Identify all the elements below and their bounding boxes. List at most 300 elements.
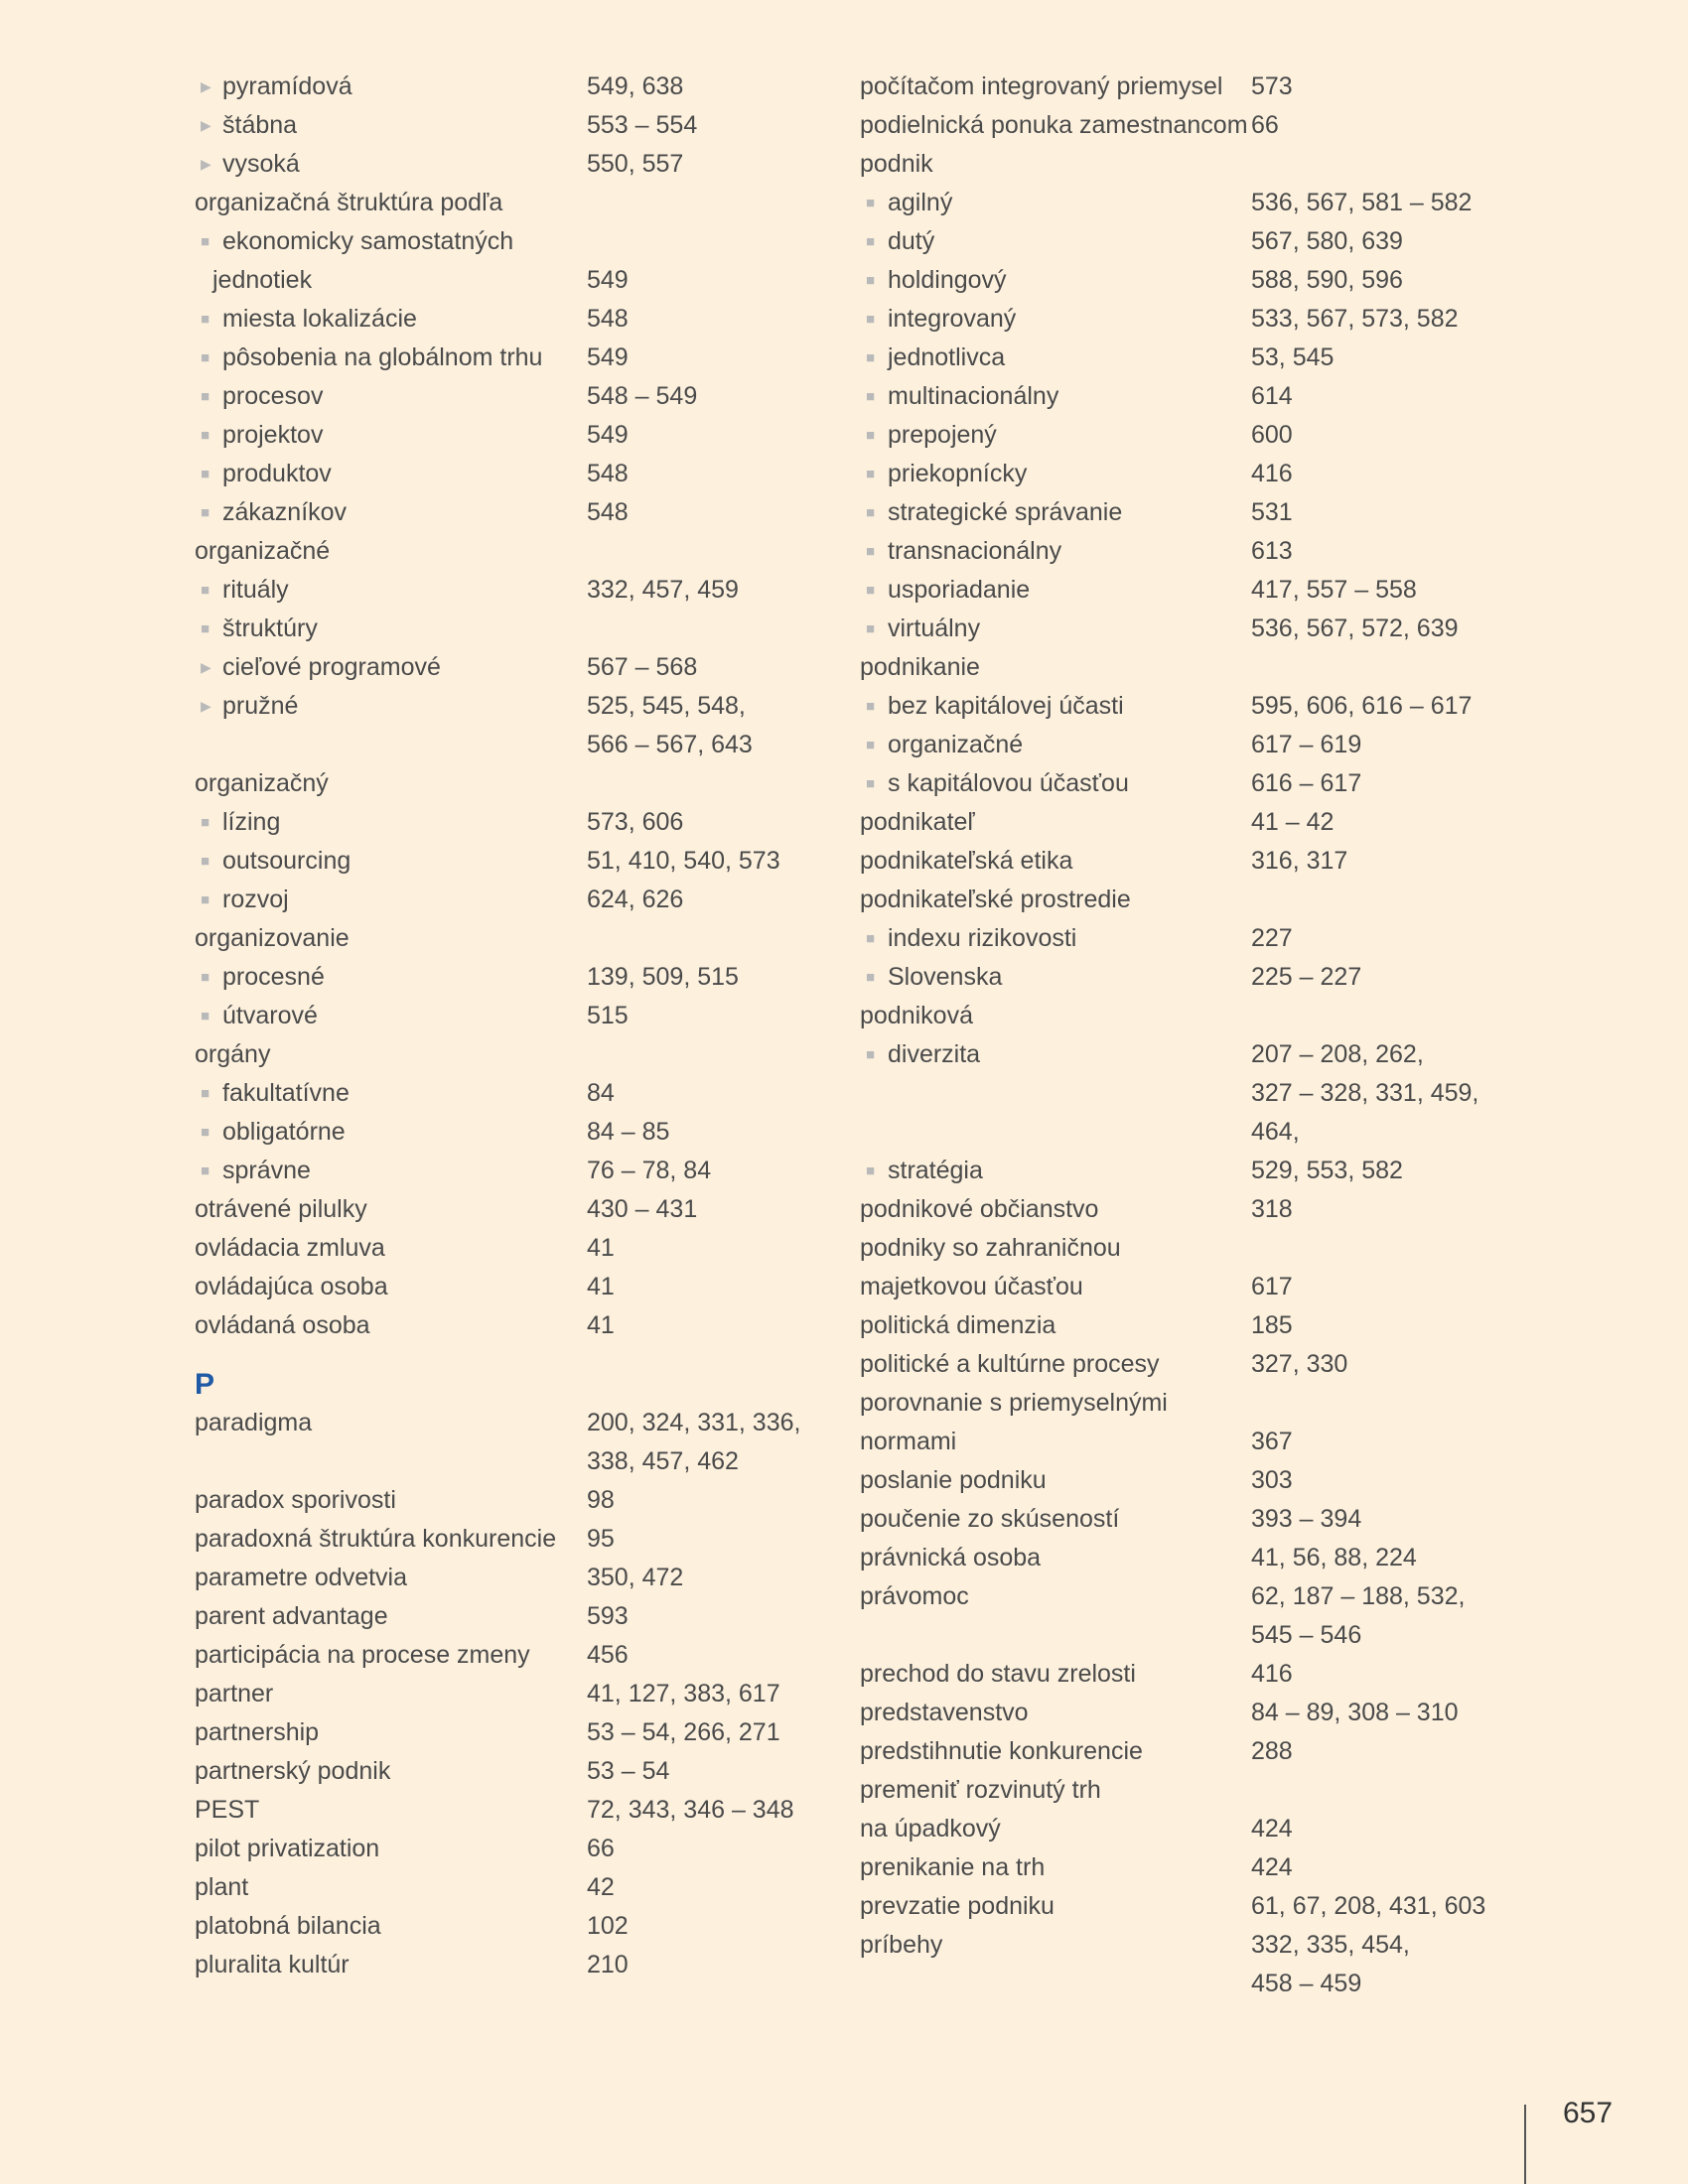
index-term xyxy=(866,416,997,456)
index-entry xyxy=(195,377,810,416)
square-bullet-icon xyxy=(866,1035,888,1075)
index-page-refs: 367 xyxy=(1251,1428,1293,1455)
index-term xyxy=(860,1384,1168,1423)
index-term xyxy=(201,339,542,378)
index-term-text: pyramídová xyxy=(222,72,352,100)
index-term xyxy=(866,493,1122,533)
index-term-text: bez kapitálovej účasti xyxy=(888,692,1124,720)
index-term xyxy=(860,881,1131,919)
index-term xyxy=(860,1500,1119,1539)
index-term xyxy=(201,68,352,107)
index-term-text: podnikanie xyxy=(860,653,980,681)
index-entry xyxy=(195,184,810,222)
index-entry xyxy=(195,1597,810,1636)
index-entry xyxy=(860,339,1495,377)
index-term-text: miesta lokalizácie xyxy=(222,305,417,333)
index-entry xyxy=(195,1868,810,1907)
index-term-text: cieľové programové xyxy=(222,653,441,681)
index-term xyxy=(201,145,300,185)
index-term-text: obligatórne xyxy=(222,1118,346,1146)
index-page-refs: 529, 553, 582 xyxy=(1251,1157,1403,1184)
index-page-refs: 66 xyxy=(1251,111,1279,139)
index-term xyxy=(195,1946,350,1984)
index-term-text: podniky so zahraničnou xyxy=(860,1234,1121,1262)
index-entry xyxy=(860,1539,1495,1577)
index-term xyxy=(866,222,934,262)
index-term xyxy=(866,958,1002,998)
index-entry xyxy=(195,416,810,455)
index-term-text: paradox sporivosti xyxy=(195,1486,396,1514)
index-term xyxy=(860,1577,969,1616)
index-entry xyxy=(195,145,810,184)
index-page-refs: 41 xyxy=(587,1234,615,1262)
index-page-refs: 41, 127, 383, 617 xyxy=(587,1680,780,1707)
index-entry xyxy=(195,1675,810,1713)
index-term-text: organizovanie xyxy=(195,924,350,952)
index-page-refs: 548 xyxy=(587,498,629,526)
index-page-refs: 456 xyxy=(587,1641,629,1669)
index-term-text: parametre odvetvia xyxy=(195,1564,408,1591)
index-term-text: transnacionálny xyxy=(888,537,1062,565)
index-entry xyxy=(195,610,810,648)
index-entry xyxy=(860,1732,1495,1771)
index-term-text: politická dimenzia xyxy=(860,1311,1056,1339)
index-term-text: dutý xyxy=(888,227,935,255)
index-term xyxy=(860,68,1222,106)
index-term-text: partnerský podnik xyxy=(195,1757,391,1785)
index-term xyxy=(860,1461,1047,1500)
index-term xyxy=(201,610,318,649)
index-term xyxy=(866,1035,980,1075)
index-entry xyxy=(195,1481,810,1520)
index-term xyxy=(195,1190,367,1229)
index-term xyxy=(195,1907,381,1946)
index-term xyxy=(860,1848,1045,1887)
triangle-bullet-icon xyxy=(201,648,222,688)
index-term-text: organizačný xyxy=(195,769,329,797)
index-term xyxy=(201,106,297,146)
index-page-refs: 613 xyxy=(1251,537,1293,565)
square-bullet-icon xyxy=(201,377,222,417)
index-entry xyxy=(195,958,810,997)
index-term-text: PEST xyxy=(195,1796,260,1824)
index-term-text: podnikové občianstvo xyxy=(860,1195,1099,1223)
index-term-text: partnership xyxy=(195,1718,320,1746)
index-term-text: usporiadanie xyxy=(888,576,1031,604)
index-term-text: štábna xyxy=(222,111,298,139)
index-page-refs: 288 xyxy=(1251,1737,1293,1765)
index-page-refs: 536, 567, 581 – 582 xyxy=(1251,189,1473,216)
index-page-refs: 53 – 54 xyxy=(587,1757,670,1785)
index-term-text: outsourcing xyxy=(222,847,352,875)
index-term xyxy=(201,881,289,920)
index-term xyxy=(860,1229,1121,1268)
index-entry xyxy=(860,1461,1495,1500)
index-entry xyxy=(860,997,1495,1035)
index-term xyxy=(860,145,933,184)
index-term-text: agilný xyxy=(888,189,953,216)
index-entry xyxy=(860,493,1495,532)
index-term-text: politické a kultúrne procesy xyxy=(860,1350,1160,1378)
index-term-text: plant xyxy=(195,1873,249,1901)
index-term-text: podnikateľská etika xyxy=(860,847,1073,875)
index-entry xyxy=(860,261,1495,300)
index-page-refs: 84 xyxy=(587,1079,615,1107)
square-bullet-icon xyxy=(866,958,888,998)
index-entry xyxy=(860,1616,1495,1655)
index-term-text: integrovaný xyxy=(888,305,1017,333)
index-term xyxy=(195,1597,388,1636)
index-entry xyxy=(195,1035,810,1074)
index-page-refs: 102 xyxy=(587,1912,629,1940)
index-entry xyxy=(860,1500,1495,1539)
index-entry xyxy=(195,493,810,532)
index-entry xyxy=(195,300,810,339)
index-entry xyxy=(195,571,810,610)
index-term xyxy=(860,1345,1160,1384)
index-term-text: parent advantage xyxy=(195,1602,388,1630)
index-page-refs: 573, 606 xyxy=(587,808,684,836)
index-term xyxy=(201,416,323,456)
index-term xyxy=(195,1559,407,1597)
square-bullet-icon xyxy=(866,726,888,765)
index-entry xyxy=(195,687,810,726)
index-term xyxy=(195,764,329,803)
index-entry xyxy=(860,1810,1495,1848)
index-term xyxy=(195,532,330,571)
index-entry xyxy=(195,1830,810,1868)
index-term xyxy=(866,184,952,223)
index-page-refs: 95 xyxy=(587,1525,615,1553)
square-bullet-icon xyxy=(201,571,222,611)
index-entry xyxy=(860,1268,1495,1306)
index-entry xyxy=(860,1035,1495,1074)
index-term-text: pôsobenia na globálnom trhu xyxy=(222,343,543,371)
index-term-text: právnická osoba xyxy=(860,1544,1042,1571)
index-page-refs: 185 xyxy=(1251,1311,1293,1339)
square-bullet-icon xyxy=(866,184,888,223)
index-term xyxy=(201,648,441,688)
index-term xyxy=(860,1810,1001,1848)
square-bullet-icon xyxy=(866,919,888,959)
index-entry xyxy=(860,145,1495,184)
index-entry xyxy=(195,339,810,377)
square-bullet-icon xyxy=(201,1152,222,1191)
square-bullet-icon xyxy=(201,803,222,843)
square-bullet-icon xyxy=(866,493,888,533)
index-term xyxy=(201,1113,346,1153)
index-term-text: jednotiek xyxy=(212,266,313,294)
index-entry xyxy=(860,1306,1495,1345)
index-page-refs: 61, 67, 208, 431, 603 xyxy=(1251,1892,1486,1920)
index-entry xyxy=(195,1442,810,1481)
index-page-refs: 550, 557 xyxy=(587,150,684,178)
index-page-refs: 593 xyxy=(587,1602,629,1630)
index-page-refs: 424 xyxy=(1251,1853,1293,1881)
index-entry xyxy=(195,1306,810,1345)
square-bullet-icon xyxy=(201,881,222,920)
index-entry xyxy=(860,68,1495,106)
index-term-text: fakultatívne xyxy=(222,1079,350,1107)
page-number: 657 xyxy=(1563,2097,1614,2129)
index-page-refs: 84 – 85 xyxy=(587,1118,670,1146)
index-term-text: pružné xyxy=(222,692,299,720)
index-term xyxy=(860,106,1248,145)
index-term-text: útvarové xyxy=(222,1002,318,1029)
index-term xyxy=(201,1152,311,1191)
index-entry xyxy=(860,958,1495,997)
index-term-text: podnik xyxy=(860,150,933,178)
index-page-refs: 567, 580, 639 xyxy=(1251,227,1403,255)
index-term xyxy=(201,455,332,494)
index-term xyxy=(195,1229,385,1268)
index-entry xyxy=(195,881,810,919)
index-entry xyxy=(860,881,1495,919)
index-entry xyxy=(195,1152,810,1190)
index-entry xyxy=(195,1752,810,1791)
index-page-refs: 548 – 549 xyxy=(587,382,698,410)
index-page-refs: 316, 317 xyxy=(1251,847,1348,875)
index-term-text: rituály xyxy=(222,576,289,604)
index-term-text: podnikateľské prostredie xyxy=(860,886,1131,913)
square-bullet-icon xyxy=(866,610,888,649)
index-entry xyxy=(195,1791,810,1830)
square-bullet-icon xyxy=(866,687,888,727)
page-number-rule xyxy=(1524,2105,1526,2184)
index-term-text: rozvoj xyxy=(222,886,289,913)
index-page-refs: 332, 457, 459 xyxy=(587,576,739,604)
index-term xyxy=(195,1035,270,1074)
index-page-refs: 51, 410, 540, 573 xyxy=(587,847,780,875)
index-entry xyxy=(195,803,810,842)
index-page-refs: 62, 187 – 188, 532, xyxy=(1251,1582,1466,1610)
index-term xyxy=(866,571,1030,611)
square-bullet-icon xyxy=(866,339,888,378)
index-term xyxy=(195,1481,396,1520)
index-term-text: prechod do stavu zrelosti xyxy=(860,1660,1136,1688)
index-page-refs: 617 – 619 xyxy=(1251,731,1362,758)
index-term-text: priekopnícky xyxy=(888,460,1028,487)
index-term-text: podielnická ponuka zamestnancom xyxy=(860,111,1248,139)
square-bullet-icon xyxy=(866,571,888,611)
index-term xyxy=(195,1306,370,1345)
index-term xyxy=(195,1675,273,1713)
index-term-text: platobná bilancia xyxy=(195,1912,381,1940)
index-entry xyxy=(860,416,1495,455)
index-entry xyxy=(860,1152,1495,1190)
index-page-refs: 41 – 42 xyxy=(1251,808,1335,836)
index-term xyxy=(866,726,1023,765)
index-term-text: prepojený xyxy=(888,421,997,449)
index-term xyxy=(866,455,1027,494)
square-bullet-icon xyxy=(201,222,222,262)
index-term-text: partner xyxy=(195,1680,274,1707)
square-bullet-icon xyxy=(201,1113,222,1153)
letter-heading: P xyxy=(195,1368,215,1401)
index-term xyxy=(195,1404,312,1442)
index-term-text: holdingový xyxy=(888,266,1007,294)
index-term-text: porovnanie s priemyselnými xyxy=(860,1389,1168,1417)
square-bullet-icon xyxy=(866,1152,888,1191)
index-entry xyxy=(195,1113,810,1152)
index-page-refs: 53, 545 xyxy=(1251,343,1335,371)
index-entry xyxy=(860,1771,1495,1810)
index-page-refs: 41 xyxy=(587,1311,615,1339)
square-bullet-icon xyxy=(201,842,222,882)
index-term-text: prenikanie na trh xyxy=(860,1853,1046,1881)
index-page-refs: 327, 330 xyxy=(1251,1350,1348,1378)
index-entry xyxy=(860,1965,1495,2003)
index-page-refs: 41 xyxy=(587,1273,615,1300)
index-term-text: zákazníkov xyxy=(222,498,348,526)
index-term-text: ovládacia zmluva xyxy=(195,1234,385,1262)
index-term-text: produktov xyxy=(222,460,332,487)
index-entry xyxy=(860,919,1495,958)
index-term-text: orgány xyxy=(195,1040,271,1068)
index-term xyxy=(860,997,973,1035)
square-bullet-icon xyxy=(201,339,222,378)
index-page-refs: 549, 638 xyxy=(587,72,684,100)
index-entry xyxy=(860,1926,1495,1965)
square-bullet-icon xyxy=(866,764,888,804)
index-entry xyxy=(860,1190,1495,1229)
index-entry xyxy=(195,842,810,881)
square-bullet-icon xyxy=(201,1074,222,1114)
index-term xyxy=(866,532,1061,572)
index-entry xyxy=(195,726,810,764)
index-entry xyxy=(195,648,810,687)
index-entry xyxy=(860,571,1495,610)
index-page-refs: 531 xyxy=(1251,498,1293,526)
index-term xyxy=(201,571,289,611)
index-term xyxy=(860,1694,1029,1732)
index-term-text: organizačné xyxy=(195,537,331,565)
index-entry xyxy=(195,68,810,106)
index-term xyxy=(195,1636,530,1675)
index-term-text: s kapitálovou účasťou xyxy=(888,769,1129,797)
index-entry xyxy=(860,1655,1495,1694)
index-term-text: paradigma xyxy=(195,1409,313,1436)
index-page-refs: 548 xyxy=(587,305,629,333)
index-page-refs: 424 xyxy=(1251,1815,1293,1843)
index-entry xyxy=(195,222,810,261)
triangle-bullet-icon xyxy=(201,68,222,107)
index-page-refs: 614 xyxy=(1251,382,1293,410)
index-term xyxy=(195,919,350,958)
index-entry xyxy=(860,532,1495,571)
index-page-refs: 303 xyxy=(1251,1466,1293,1494)
square-bullet-icon xyxy=(201,610,222,649)
index-entry xyxy=(195,1713,810,1752)
index-page-refs: 350, 472 xyxy=(587,1564,684,1591)
square-bullet-icon xyxy=(866,377,888,417)
index-term-text: poučenie zo skúseností xyxy=(860,1505,1120,1533)
index-page-refs: 338, 457, 462 xyxy=(587,1447,739,1475)
index-term-text: predstihnutie konkurencie xyxy=(860,1737,1143,1765)
index-term-text: majetkovou účasťou xyxy=(860,1273,1083,1300)
index-term xyxy=(212,261,312,300)
index-entry xyxy=(860,184,1495,222)
index-term xyxy=(866,764,1129,804)
index-entry xyxy=(195,106,810,145)
index-page-refs: 548 xyxy=(587,460,629,487)
index-term xyxy=(195,1830,379,1868)
index-term xyxy=(860,1190,1098,1229)
index-term xyxy=(201,958,325,998)
index-term-text: podniková xyxy=(860,1002,973,1029)
index-term-text: indexu rizikovosti xyxy=(888,924,1077,952)
index-term xyxy=(195,1713,319,1752)
index-entry xyxy=(860,1694,1495,1732)
index-entry xyxy=(860,300,1495,339)
index-page-refs: 332, 335, 454, xyxy=(1251,1931,1410,1959)
square-bullet-icon xyxy=(866,416,888,456)
index-term-text: jednotlivca xyxy=(888,343,1006,371)
index-term xyxy=(860,1268,1083,1306)
index-page-refs: 549 xyxy=(587,343,629,371)
index-entry xyxy=(195,1907,810,1946)
square-bullet-icon xyxy=(201,958,222,998)
index-page-refs: 210 xyxy=(587,1951,629,1979)
index-entry xyxy=(860,1848,1495,1887)
index-entry xyxy=(860,222,1495,261)
triangle-bullet-icon xyxy=(201,145,222,185)
index-term xyxy=(195,1268,388,1306)
index-term-text: normami xyxy=(860,1428,957,1455)
square-bullet-icon xyxy=(866,261,888,301)
index-term xyxy=(866,300,1016,340)
index-term xyxy=(195,1868,248,1907)
index-column-right xyxy=(860,68,1495,2003)
index-entry xyxy=(195,1946,810,1984)
triangle-bullet-icon xyxy=(201,106,222,146)
square-bullet-icon xyxy=(201,493,222,533)
index-page-refs: 393 – 394 xyxy=(1251,1505,1362,1533)
index-page-refs: 533, 567, 573, 582 xyxy=(1251,305,1459,333)
square-bullet-icon xyxy=(201,997,222,1036)
index-term xyxy=(866,687,1124,727)
index-page-refs: 624, 626 xyxy=(587,886,684,913)
index-term xyxy=(860,648,980,687)
index-term-text: strategické správanie xyxy=(888,498,1123,526)
index-entry xyxy=(860,1229,1495,1268)
square-bullet-icon xyxy=(866,532,888,572)
index-entry xyxy=(195,1404,810,1442)
index-page-refs: 567 – 568 xyxy=(587,653,698,681)
index-page-refs: 53 – 54, 266, 271 xyxy=(587,1718,780,1746)
index-term-text: virtuálny xyxy=(888,614,981,642)
index-page-refs: 566 – 567, 643 xyxy=(587,731,753,758)
index-page-refs: 417, 557 – 558 xyxy=(1251,576,1417,604)
index-letter-heading xyxy=(195,1345,810,1404)
index-page-refs: 549 xyxy=(587,266,629,294)
index-term-text: Slovenska xyxy=(888,963,1003,991)
square-bullet-icon xyxy=(201,300,222,340)
index-entry xyxy=(860,803,1495,842)
index-page-refs: 227 xyxy=(1251,924,1293,952)
index-page-refs: 41, 56, 88, 224 xyxy=(1251,1544,1417,1571)
index-term xyxy=(860,1539,1041,1577)
index-term xyxy=(195,1752,390,1791)
index-term xyxy=(195,184,502,222)
index-page-refs: 464, xyxy=(1251,1118,1300,1146)
index-entry xyxy=(860,1423,1495,1461)
index-page-refs: 515 xyxy=(587,1002,629,1029)
index-entry xyxy=(195,455,810,493)
index-term xyxy=(201,803,280,843)
index-page-refs: 458 – 459 xyxy=(1251,1970,1362,1997)
index-page-refs: 139, 509, 515 xyxy=(587,963,739,991)
